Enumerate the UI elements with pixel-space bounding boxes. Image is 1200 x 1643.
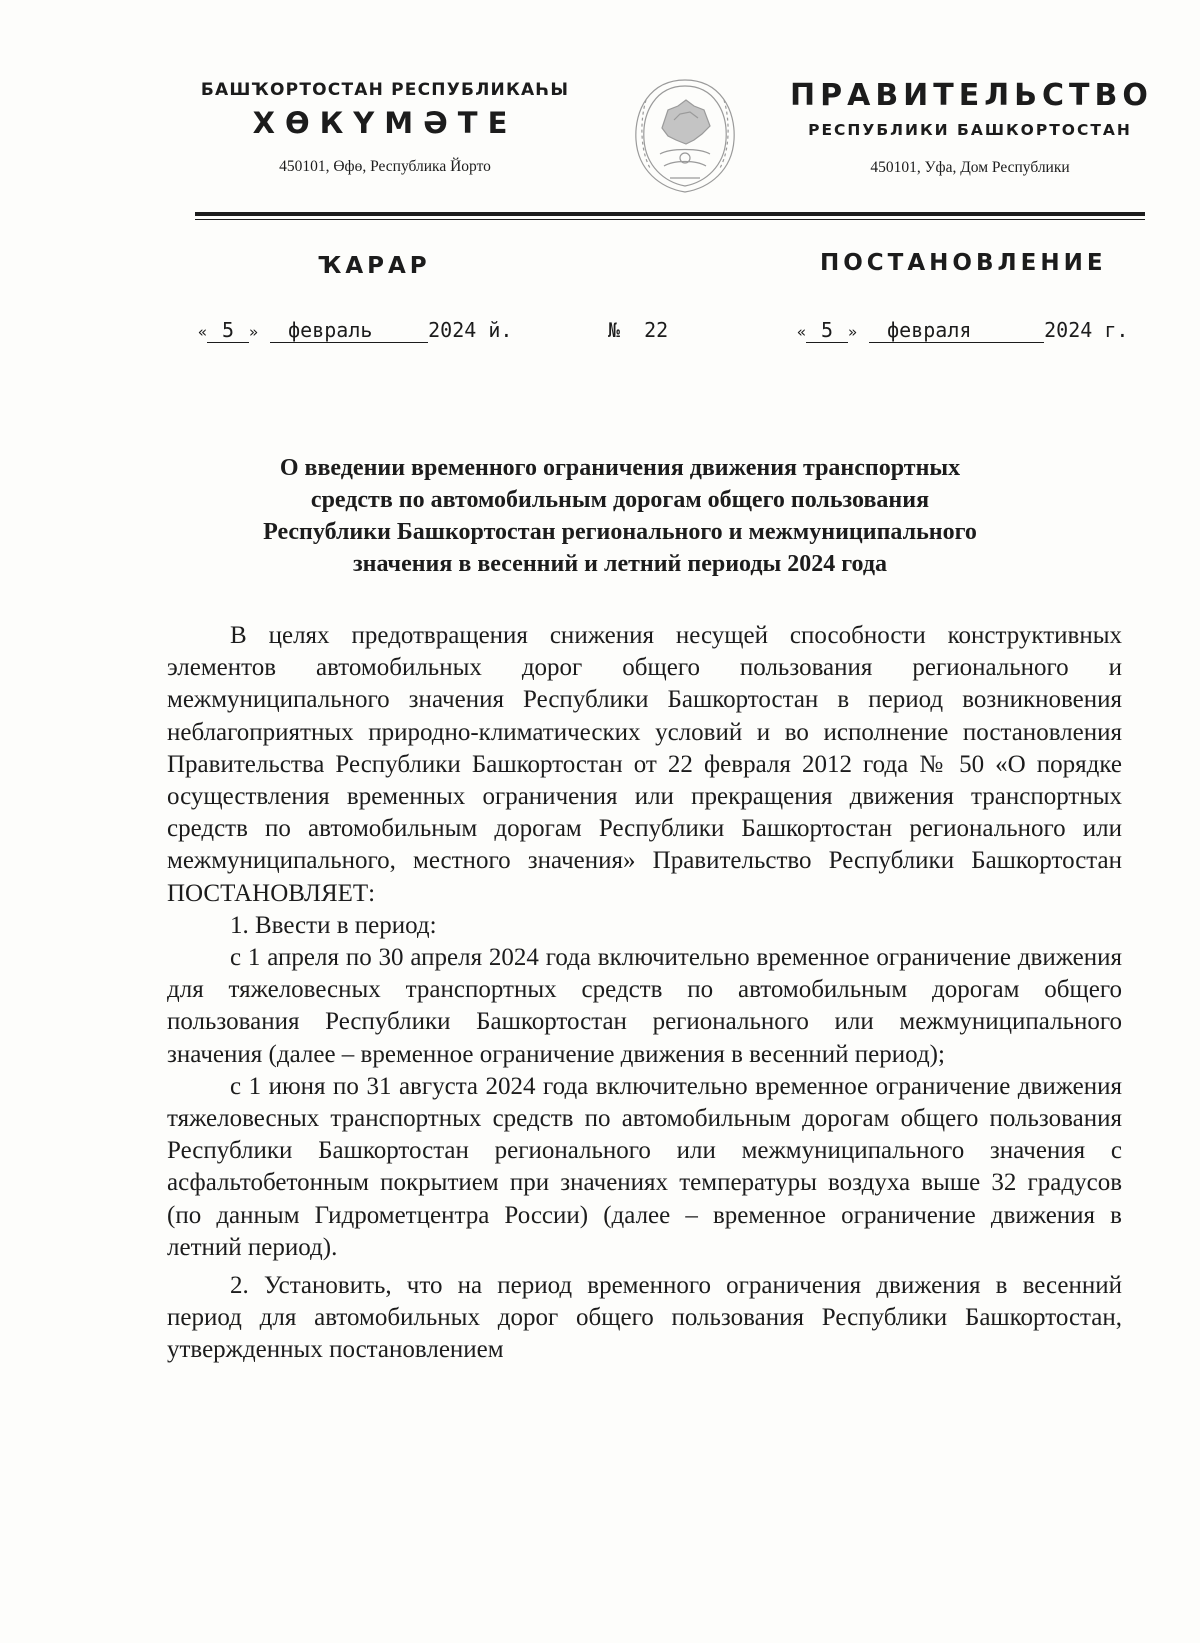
body-paragraph-summer-period: с 1 июня по 31 августа 2024 года включительно временное ограничение движения тяжеловесных транспортных средств по автомобильным дорогам общего пользования Республики Башкортостан регионального или межмуниципального значения с асфальтобетонным покрытием при значениях температуры воздуха выше 32 градусов (по данным Гидрометцентра России) (далее – временное ограничение движения в летний период). (167, 1072, 1122, 1261)
letterhead-bashkir-address: 450101, Өфө, Республика Йорто (279, 158, 491, 175)
body-paragraph-item-2: 2. Установить, что на период временного ограничения движения в весенний период для автомобильных дорог общего пользования Республики Башкортостан, утвержденных постановлением (167, 1272, 1122, 1364)
title-line: значения в весенний и летний периоды 2024 года (353, 551, 887, 577)
body-paragraph-item-1: 1. Ввести в период: (230, 911, 437, 939)
date-russian-close-quote: » (848, 323, 858, 341)
document-body (167, 620, 1122, 1367)
letterhead-bashkir (185, 80, 585, 176)
letterhead-russian-government: ПРАВИТЕЛЬСТВО (790, 78, 1153, 113)
title-line: средств по автомобильным дорогам общего пользования (310, 487, 930, 513)
bashkortostan-coat-of-arms-icon (620, 70, 750, 200)
body-paragraph-preamble: В целях предотвращения снижения несущей способности конструктивных элементов автомобильных дорог общего пользования регионального и межмуниципального значения Республики Башкортостан в период возникновения неблагоприятных природно-климатических условий и во исполнение постановления Правительства Республики Башкортостан от 22 февраля 2012 года № 50 «О порядке осуществления временных ограничения или прекращения движения транспортных средств по автомобильным дорогам Республики Башкортостан регионального или межмуниципального, местного значения» Правительство Республики Башкортостан ПОСТАНОВЛЯЕТ: (167, 622, 1122, 907)
letterhead-russian (790, 78, 1153, 177)
date-bashkir (198, 318, 512, 343)
act-type-russian: ПОСТАНОВЛЕНИЕ (820, 250, 1107, 276)
date-russian (797, 318, 1128, 343)
letterhead-bashkir-government: ХӨКҮМӘТЕ (252, 106, 518, 140)
date-russian-day: 5 (806, 318, 848, 343)
date-bashkir-year: 2024 й. (428, 318, 513, 342)
number-sign: № (608, 318, 621, 342)
letterhead-russian-republic: РЕСПУБЛИКИ БАШКОРТОСТАН (808, 121, 1132, 139)
letterhead-bashkir-republic: БАШҠОРТОСТАН РЕСПУБЛИКАҺЫ (200, 80, 570, 100)
body-paragraph-spring-period: с 1 апреля по 30 апреля 2024 года включительно временное ограничение движения для тяжеловесных транспортных средств по автомобильным дорогам общего пользования Республики Башкортостан регионального или межмуниципального значения (далее – временное ограничение движения в весенний период); (167, 944, 1122, 1068)
date-russian-year: 2024 г. (1044, 318, 1129, 342)
date-bashkir-open-quote: « (198, 323, 208, 341)
document-title (150, 452, 1090, 580)
title-line: О введении временного ограничения движения транспортных (279, 455, 961, 481)
number-value: 22 (644, 318, 669, 342)
document-number (608, 318, 668, 342)
date-russian-open-quote: « (797, 323, 807, 341)
act-type-bashkir: ҠАРАР (318, 253, 431, 279)
letterhead-divider-thin (195, 219, 1145, 220)
date-russian-month: февраля (869, 318, 1044, 343)
date-bashkir-day: 5 (207, 318, 249, 343)
date-bashkir-close-quote: » (249, 323, 259, 341)
letterhead-russian-address: 450101, Уфа, Дом Республики (870, 159, 1070, 176)
title-line: Республики Башкортостан регионального и межмуниципального (263, 519, 977, 545)
letterhead-divider-thick (195, 212, 1145, 216)
date-bashkir-month: февраль (270, 318, 428, 343)
